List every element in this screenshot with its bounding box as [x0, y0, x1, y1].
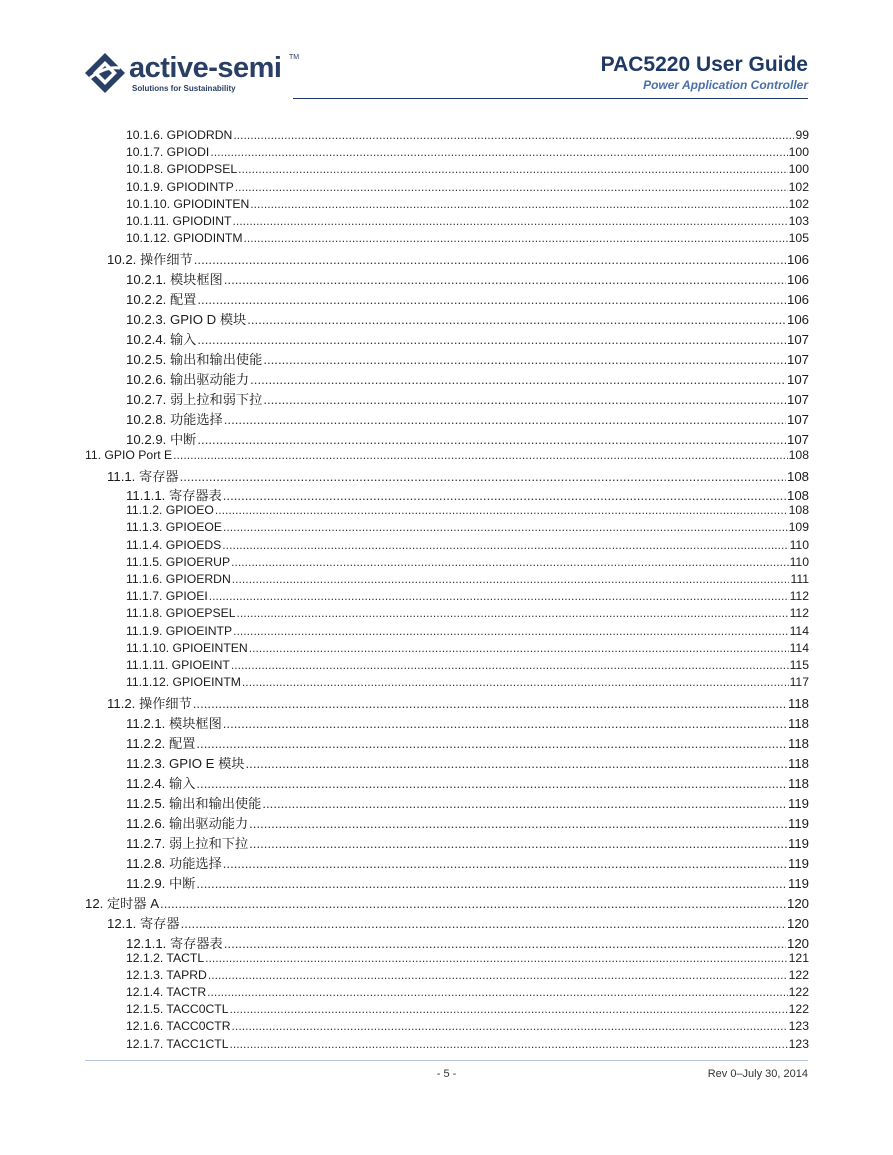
toc-entry-page: 109 — [788, 520, 809, 535]
toc-dot-leader — [180, 469, 786, 484]
toc-entry-label: 10.1.6. GPIODRDN — [126, 128, 233, 142]
toc-entry-label: 10.2.3. GPIO D 模块 — [126, 311, 247, 327]
footer-page-number: - 5 - — [436, 1068, 457, 1080]
toc-entry-label: 12.1. 寄存器 — [107, 915, 180, 931]
toc-entry-page: 107 — [786, 371, 809, 387]
toc-entry[interactable] — [85, 197, 809, 211]
toc-dot-leader — [231, 658, 789, 672]
toc-entry-page: 106 — [786, 291, 809, 307]
toc-entry-page: 122 — [788, 984, 809, 999]
toc-entry-label: 11.1.3. GPIOEOE — [126, 520, 222, 535]
toc-entry-label: 11.2.3. GPIO E 模块 — [126, 755, 245, 771]
toc-entry-page: 106 — [786, 271, 809, 287]
toc-entry-page: 123 — [788, 1036, 809, 1051]
toc-entry[interactable] — [85, 503, 809, 517]
toc-dot-leader — [232, 1019, 788, 1033]
toc-dot-leader — [232, 214, 787, 228]
toc-entry[interactable] — [85, 429, 809, 448]
toc-dot-leader — [208, 968, 788, 982]
toc-entry-label: 11.2.9. 中断 — [126, 875, 196, 891]
toc-entry-page: 110 — [789, 554, 809, 569]
toc-entry-label: 12.1.7. TACC1CTL — [126, 1036, 229, 1051]
toc-entry[interactable] — [85, 466, 809, 485]
toc-entry-page: 108 — [786, 468, 809, 484]
toc-entry-page: 108 — [788, 447, 809, 462]
toc-entry[interactable] — [85, 389, 809, 408]
toc-entry[interactable] — [85, 733, 809, 752]
toc-dot-leader — [223, 716, 787, 731]
toc-dot-leader — [237, 606, 789, 620]
toc-entry-label: 10.2.8. 功能选择 — [126, 411, 223, 427]
toc-dot-leader — [196, 736, 787, 751]
toc-entry-label: 11.1.6. GPIOERDN — [126, 572, 231, 586]
toc-entry-page: 118 — [787, 755, 809, 771]
toc-dot-leader — [194, 252, 786, 267]
toc-dot-leader — [242, 675, 789, 689]
toc-dot-leader — [230, 1037, 788, 1051]
toc-entry-label: 11.2.4. 输入 — [126, 775, 196, 791]
toc-entry-label: 11.2.6. 输出驱动能力 — [126, 815, 249, 831]
toc-entry-page: 107 — [786, 391, 809, 407]
toc-entry-label: 11.1.5. GPIOERUP — [126, 554, 231, 569]
toc-entry-label: 11.1.12. GPIOEINTM — [126, 675, 241, 690]
footer-revision: Rev 0–July 30, 2014 — [707, 1068, 808, 1080]
toc-entry-page: 117 — [789, 675, 809, 690]
toc-dot-leader — [197, 332, 786, 347]
header-divider — [293, 98, 808, 99]
toc-entry[interactable] — [85, 162, 809, 176]
toc-entry-label: 11.1.1. 寄存器表 — [126, 488, 222, 503]
toc-entry[interactable] — [85, 985, 809, 999]
toc-entry-label: 11. GPIO Port E — [85, 447, 173, 462]
toc-entry-page: 102 — [788, 179, 809, 194]
toc-dot-leader — [244, 231, 788, 245]
toc-entry-page: 119 — [787, 855, 809, 871]
toc-entry[interactable] — [85, 214, 809, 228]
toc-entry[interactable] — [85, 951, 809, 965]
page-header — [0, 0, 893, 110]
toc-entry-label: 11.1. 寄存器 — [107, 468, 179, 484]
toc-entry-page: 122 — [788, 1002, 809, 1017]
toc-entry-label: 11.1.10. GPIOEINTEN — [126, 640, 248, 655]
toc-entry[interactable] — [85, 773, 809, 792]
toc-entry-label: 10.2.9. 中断 — [126, 431, 197, 447]
logo-wordmark: active-semi — [129, 52, 282, 84]
toc-entry-label: 11.1.7. GPIOEI — [126, 589, 208, 604]
toc-entry-label: 10.1.9. GPIODINTP — [126, 179, 234, 194]
toc-entry-page: 123 — [788, 1019, 809, 1034]
toc-entry-label: 12.1.3. TAPRD — [126, 967, 207, 982]
toc-entry-label: 10.2. 操作细节 — [107, 251, 193, 267]
toc-entry[interactable] — [85, 249, 809, 268]
toc-entry-label: 10.1.7. GPIODI — [126, 145, 210, 160]
toc-entry-label: 12.1.6. TACC0CTR — [126, 1019, 231, 1034]
toc-entry[interactable] — [85, 693, 809, 712]
toc-entry[interactable] — [85, 793, 809, 812]
toc-entry[interactable] — [85, 1002, 809, 1016]
toc-entry[interactable] — [85, 269, 809, 288]
toc-entry-label: 11.2.1. 模块框图 — [126, 715, 222, 731]
toc-entry-page: 118 — [787, 775, 809, 791]
toc-entry-label: 10.2.5. 输出和输出使能 — [126, 351, 263, 367]
toc-entry-label: 11.1.11. GPIOEINT — [126, 658, 230, 672]
toc-entry-page: 120 — [786, 895, 809, 911]
toc-entry-label: 12.1.1. 寄存器表 — [126, 935, 223, 951]
toc-entry-page: 112 — [789, 606, 809, 621]
toc-dot-leader — [193, 696, 787, 711]
toc-entry-page: 108 — [786, 488, 809, 503]
toc-entry-page: 119 — [787, 835, 809, 851]
toc-entry-label: 12.1.2. TACTL — [126, 950, 205, 965]
toc-dot-leader — [262, 796, 787, 811]
toc-entry-page: 110 — [789, 537, 809, 552]
toc-dot-leader — [196, 876, 787, 891]
toc-entry-page: 119 — [787, 815, 809, 831]
toc-dot-leader — [197, 432, 786, 447]
toc-entry-page: 119 — [787, 875, 809, 891]
toc-entry[interactable] — [85, 624, 809, 638]
toc-entry-label: 11.1.4. GPIOEDS — [126, 537, 222, 552]
toc-dot-leader — [207, 985, 788, 999]
toc-dot-leader — [223, 520, 788, 534]
toc-entry-page: 111 — [790, 572, 809, 586]
document-subtitle: Power Application Controller — [643, 78, 808, 92]
toc-entry-label: 12.1.4. TACTR — [126, 984, 207, 999]
toc-entry-page: 105 — [788, 231, 809, 246]
toc-entry-label: 10.1.10. GPIODINTEN — [126, 196, 250, 211]
toc-dot-leader — [246, 756, 787, 771]
toc-entry-label: 11.1.2. GPIOEO — [126, 503, 214, 518]
toc-entry-page: 119 — [787, 795, 809, 811]
active-semi-logo — [84, 52, 304, 98]
toc-entry-page: 115 — [789, 658, 809, 672]
toc-entry-page: 112 — [789, 589, 809, 604]
toc-dot-leader — [249, 836, 787, 851]
toc-dot-leader — [249, 641, 789, 655]
toc-entry-page: 107 — [786, 431, 809, 447]
toc-entry-page: 106 — [786, 311, 809, 327]
toc-dot-leader — [209, 589, 789, 603]
toc-entry-label: 10.2.2. 配置 — [126, 291, 197, 307]
toc-entry[interactable] — [85, 369, 809, 388]
document-title: PAC5220 User Guide — [600, 53, 808, 76]
toc-dot-leader — [235, 180, 788, 194]
toc-entry[interactable] — [85, 833, 809, 852]
toc-dot-leader — [263, 392, 786, 407]
toc-entry[interactable] — [85, 231, 809, 245]
toc-entry[interactable] — [85, 145, 809, 159]
toc-dot-leader — [197, 292, 786, 307]
toc-entry[interactable] — [85, 853, 809, 872]
toc-dot-leader — [232, 572, 790, 586]
toc-entry-label: 12.1.5. TACC0CTL — [126, 1002, 229, 1017]
toc-entry-page: 120 — [786, 915, 809, 931]
toc-entry-label: 10.1.8. GPIODPSEL — [126, 162, 238, 177]
toc-entry-label: 10.1.12. GPIODINTM — [126, 231, 243, 246]
toc-entry[interactable] — [85, 128, 809, 142]
toc-entry[interactable] — [85, 448, 809, 462]
toc-dot-leader — [222, 538, 788, 552]
toc-entry-label: 11.2.5. 输出和输出使能 — [126, 795, 262, 811]
toc-entry[interactable] — [85, 520, 809, 534]
toc-entry[interactable] — [85, 913, 809, 932]
toc-entry[interactable] — [85, 968, 809, 982]
toc-dot-leader — [233, 128, 794, 142]
toc-entry-label: 11.2.7. 弱上拉和下拉 — [126, 835, 249, 851]
toc-dot-leader — [224, 272, 786, 287]
toc-entry[interactable] — [85, 713, 809, 732]
toc-dot-leader — [249, 816, 787, 831]
toc-entry-page: 114 — [789, 640, 809, 655]
toc-dot-leader — [223, 488, 786, 503]
toc-entry-label: 10.2.7. 弱上拉和弱下拉 — [126, 391, 263, 407]
toc-dot-leader — [250, 197, 787, 211]
toc-entry-label: 11.2.8. 功能选择 — [126, 855, 222, 871]
toc-entry-label: 10.1.11. GPIODINT — [126, 214, 232, 228]
toc-entry-page: 122 — [788, 967, 809, 982]
toc-entry[interactable] — [85, 1037, 809, 1051]
toc-entry-page: 100 — [788, 145, 809, 160]
logo-tagline: Solutions for Sustainability — [132, 84, 236, 93]
toc-entry-page: 103 — [788, 214, 809, 228]
toc-entry-page: 106 — [786, 251, 809, 267]
toc-entry[interactable] — [85, 1019, 809, 1033]
toc-dot-leader — [215, 503, 788, 517]
toc-entry[interactable] — [85, 349, 809, 368]
toc-entry-page: 107 — [786, 331, 809, 347]
toc-entry[interactable] — [85, 873, 809, 892]
logo-trademark: TM — [289, 54, 300, 61]
toc-dot-leader — [263, 352, 786, 367]
toc-entry-page: 121 — [788, 950, 809, 965]
toc-entry-page: 118 — [787, 735, 809, 751]
toc-entry-label: 12. 定时器 A — [85, 895, 160, 911]
toc-entry-label: 11.1.9. GPIOEINTP — [126, 623, 233, 638]
toc-dot-leader — [231, 555, 788, 569]
toc-entry-page: 99 — [795, 128, 809, 142]
toc-entry[interactable] — [85, 538, 809, 552]
toc-dot-leader — [230, 1002, 788, 1016]
toc-entry-label: 11.2. 操作细节 — [107, 695, 192, 711]
toc-entry[interactable] — [85, 289, 809, 308]
toc-dot-leader — [224, 412, 786, 427]
toc-entry[interactable] — [85, 409, 809, 428]
toc-entry[interactable] — [85, 180, 809, 194]
toc-entry[interactable] — [85, 641, 809, 655]
toc-dot-leader — [250, 372, 786, 387]
toc-entry[interactable] — [85, 933, 809, 952]
toc-entry[interactable] — [85, 753, 809, 772]
toc-entry-label: 11.1.8. GPIOEPSEL — [126, 606, 236, 621]
toc-entry-page: 118 — [787, 715, 809, 731]
toc-entry-label: 11.2.2. 配置 — [126, 735, 196, 751]
toc-entry[interactable] — [85, 675, 809, 689]
toc-entry-page: 120 — [786, 935, 809, 951]
toc-entry-label: 10.2.4. 输入 — [126, 331, 197, 347]
toc-dot-leader — [173, 448, 788, 462]
toc-entry-label: 10.2.1. 模块框图 — [126, 271, 223, 287]
toc-dot-leader — [224, 936, 786, 951]
toc-dot-leader — [160, 896, 786, 911]
toc-dot-leader — [181, 916, 786, 931]
toc-entry-page: 100 — [788, 162, 809, 177]
toc-entry-label: 10.2.6. 输出驱动能力 — [126, 371, 250, 387]
toc-entry[interactable] — [85, 589, 809, 603]
footer-divider — [85, 1060, 808, 1061]
toc-entry[interactable] — [85, 606, 809, 620]
toc-dot-leader — [205, 951, 788, 965]
toc-entry[interactable] — [85, 813, 809, 832]
toc-entry[interactable] — [85, 658, 809, 672]
logo-diamond-icon — [84, 52, 126, 94]
toc-entry[interactable] — [85, 572, 809, 586]
toc-entry[interactable] — [85, 485, 809, 504]
toc-entry-page: 102 — [788, 196, 809, 211]
toc-entry-page: 114 — [789, 623, 809, 638]
toc-entry[interactable] — [85, 555, 809, 569]
toc-dot-leader — [196, 776, 787, 791]
toc-entry[interactable] — [85, 309, 809, 328]
toc-dot-leader — [247, 312, 786, 327]
toc-dot-leader — [223, 856, 787, 871]
toc-entry[interactable] — [85, 329, 809, 348]
toc-entry[interactable] — [85, 893, 809, 912]
toc-dot-leader — [233, 624, 788, 638]
toc-entry-page: 107 — [786, 351, 809, 367]
toc-entry-page: 108 — [788, 503, 809, 518]
toc-entry-page: 107 — [786, 411, 809, 427]
toc-dot-leader — [210, 145, 787, 159]
toc-entry-page: 118 — [787, 695, 809, 711]
toc-dot-leader — [238, 162, 788, 176]
